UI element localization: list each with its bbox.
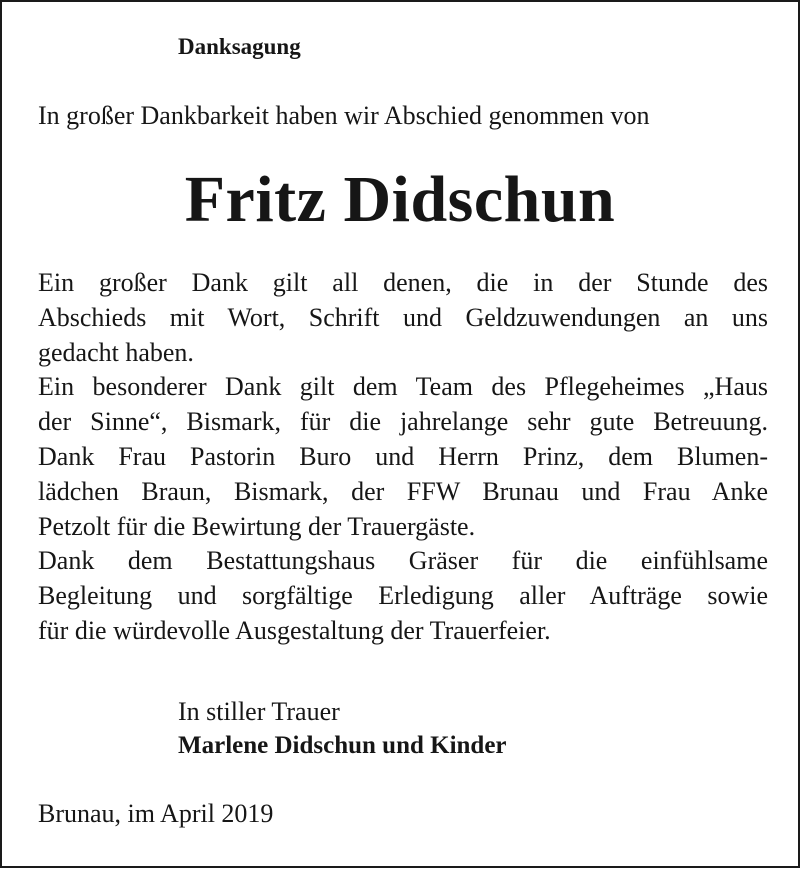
body-line: Abschieds mit Wort, Schrift und Geldzuwendungen an uns	[38, 302, 768, 332]
body-line: Ein besonderer Dank gilt dem Team des Pflegeheimes „Haus	[38, 372, 768, 402]
body-line: Ein großer Dank gilt all denen, die in der Stunde des	[38, 268, 768, 297]
body-line: der Sinne“, Bismark, für die jahrelange sehr gute Betreuung.	[38, 407, 768, 437]
body-line: Dank Frau Pastorin Buro und Herrn Prinz, dem Blumen-	[38, 441, 768, 471]
place-date: Brunau, im April 2019	[38, 799, 274, 828]
signature-names: Marlene Didschun und Kinder	[178, 732, 507, 759]
body-line: lädchen Braun, Bismark, der FFW Brunau und Frau Anke	[38, 476, 768, 506]
body-line: gedacht haben.	[38, 337, 194, 367]
intro-text: In großer Dankbarkeit haben wir Abschied genommen von	[38, 101, 650, 130]
deceased-name: Fritz Didschun	[184, 163, 616, 236]
thanks-body	[38, 266, 768, 649]
signature-intro: In stiller Trauer	[178, 697, 340, 726]
notice-heading: Danksagung	[178, 34, 301, 59]
body-line: Petzolt für die Bewirtung der Trauergäste.	[38, 511, 476, 541]
body-line: Begleitung und sorgfältige Erledigung aller Aufträge sowie	[38, 581, 768, 611]
body-line: Dank dem Bestattungshaus Gräser für die einfühlsame	[38, 546, 768, 576]
body-line: für die würdevolle Ausgestaltung der Trauerfeier.	[38, 615, 551, 645]
